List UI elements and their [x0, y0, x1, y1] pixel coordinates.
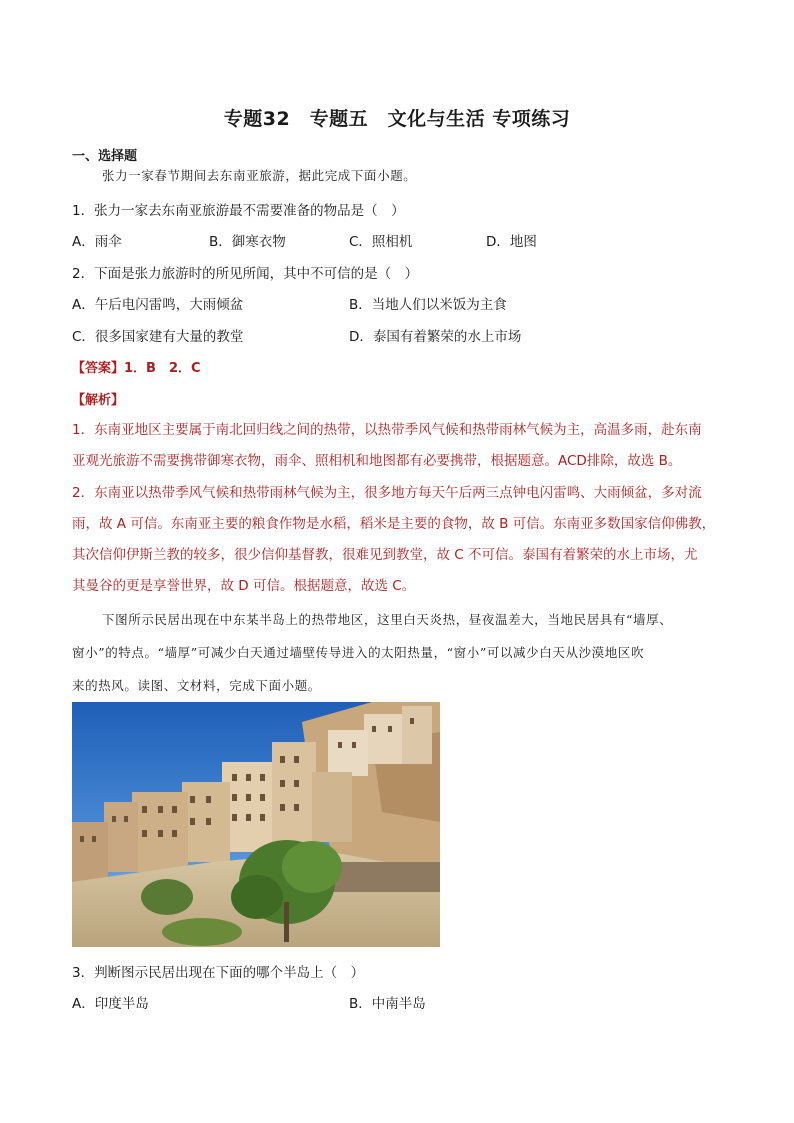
question-2-option-d: D．泰国有着繁荣的水上市场 [349, 329, 522, 345]
intro-text-1: 张力一家春节期间去东南亚旅游，据此完成下面小题。 [102, 168, 417, 183]
analysis-2-line: 其次信仰伊斯兰教的较多，很少信仰基督教，很难见到教堂，故 C 不可信。泰国有着繁荣的水上市场，尤 [72, 547, 698, 563]
answer-line: 【答案】1．B 2．C [72, 361, 201, 376]
question-2-option-a: A．午后电闪雷鸣，大雨倾盆 [72, 297, 244, 313]
analysis-2-line: 2．东南亚以热带季风气候和热带雨林气候为主，很多地方每天午后两三点钟电闪雷鸣、大雨倾盆，多对流 [72, 485, 702, 501]
question-2-option-c: C．很多国家建有大量的教堂 [72, 329, 244, 345]
section-heading: 一、选择题 [72, 149, 138, 164]
question-2-option-b: B．当地人们以米饭为主食 [349, 297, 507, 313]
question-1-option-a: A．雨伞 [72, 234, 122, 250]
intro-text-2-line: 窗小”的特点。“墙厚”可减少白天通过墙壁传导进入的太阳热量，“窗小”可以减少白天从沙漠地区吹 [72, 645, 645, 660]
analysis-2 [72, 478, 732, 602]
question-1-option-b: B．御寒衣物 [209, 234, 286, 250]
analysis-1-line: 1．东南亚地区主要属于南北回归线之间的热带，以热带季风气候和热带雨林气候为主，高温多雨，赴东南 [72, 422, 702, 438]
question-3-option-b: B．中南半岛 [349, 996, 426, 1012]
analysis-1-line: 亚观光旅游不需要携带御寒衣物，雨伞、照相机和地图都有必要携带，根据题意。ACD排除，故选 B。 [72, 453, 682, 469]
page-title: 专题32 专题五 文化与生活 专项练习 [223, 108, 571, 130]
analysis-label: 【解析】 [72, 393, 125, 408]
question-1-option-c: C．照相机 [349, 234, 413, 250]
question-1-option-d: D．地图 [486, 234, 537, 250]
question-3-option-a: A．印度半岛 [72, 996, 149, 1012]
question-2-stem: 2．下面是张力旅游时的所见所闻，其中不可信的是（ ） [72, 266, 419, 282]
question-1-stem: 1．张力一家去东南亚旅游最不需要准备的物品是（ ） [72, 203, 405, 219]
intro-text-2-line: 来的热风。读图、文材料，完成下面小题。 [72, 678, 321, 693]
question-3-stem: 3．判断图示民居出现在下面的哪个半岛上（ ） [72, 965, 365, 981]
intro-text-2-line: 下图所示民居出现在中东某半岛上的热带地区，这里白天炎热，昼夜温差大，当地民居具有“墙厚、 [102, 612, 673, 627]
dwelling-photo [72, 702, 440, 947]
analysis-1 [72, 415, 732, 477]
analysis-2-line: 雨，故 A 可信。东南亚主要的粮食作物是水稻，稻米是主要的食物，故 B 可信。东南亚多数国家信仰佛教， [72, 516, 716, 532]
analysis-2-line: 其曼谷的更是享誉世界，故 D 可信。根据题意，故选 C。 [72, 578, 416, 594]
